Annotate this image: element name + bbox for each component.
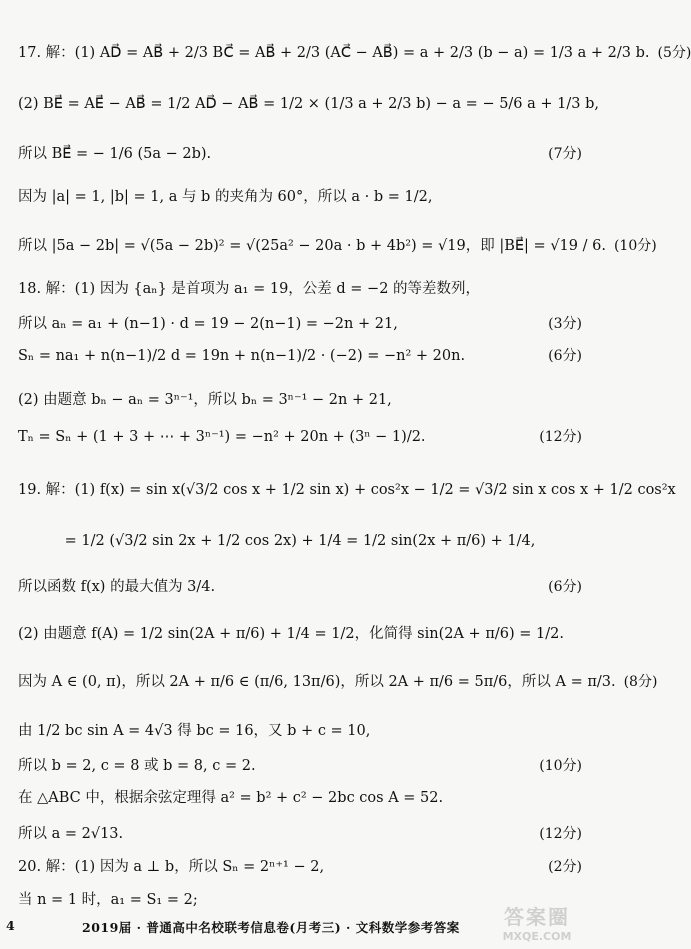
solution-line bbox=[18, 723, 582, 740]
solution-text: (2) 由题意 bₙ − aₙ = 3ⁿ⁻¹，所以 bₙ = 3ⁿ⁻¹ − 2n + 21, bbox=[18, 392, 392, 408]
watermark-text: 答案圈 bbox=[504, 905, 570, 929]
footer-title: 2019届 · 普通高中名校联考信息卷(月考三) · 文科数学参考答案 bbox=[82, 920, 460, 935]
solution-line bbox=[18, 429, 582, 446]
solution-line bbox=[18, 482, 676, 499]
watermark-url: MXQE.COM bbox=[502, 930, 572, 943]
solution-text: 所以函数 f(x) 的最大值为 3/4. bbox=[18, 579, 216, 595]
solution-text: 因为 A ∈ (0, π)，所以 2A + π/6 ∈ (π/6, 13π/6)，所以 2A + π/6 = 5π/6，所以 A = π/3. bbox=[18, 674, 616, 690]
solution-text: (2) 由题意 f(A) = 1/2 sin(2A + π/6) + 1/4 = 1/2，化简得 sin(2A + π/6) = 1/2. bbox=[18, 626, 564, 642]
solution-line bbox=[18, 146, 582, 163]
solution-text: 所以 BE⃗ = − 1/6 (5a − 2b). bbox=[18, 146, 212, 162]
solution-text: 18. 解：(1) 因为 {aₙ} 是首项为 a₁ = 19，公差 d = −2 的等差数列， bbox=[18, 281, 481, 297]
solution-line bbox=[18, 859, 582, 876]
solution-text: 所以 b = 2, c = 8 或 b = 8, c = 2. bbox=[18, 758, 256, 774]
watermark-logo bbox=[482, 900, 592, 944]
solution-text: 当 n = 1 时，a₁ = S₁ = 2; bbox=[18, 892, 198, 908]
solution-line bbox=[18, 579, 582, 596]
solution-line bbox=[18, 392, 582, 409]
score-mark: (12分) bbox=[539, 429, 582, 446]
solution-text: Tₙ = Sₙ + (1 + 3 + ⋯ + 3ⁿ⁻¹) = −n² + 20n + (3ⁿ − 1)/2. bbox=[18, 429, 426, 445]
solution-line bbox=[18, 826, 582, 843]
solution-text: 所以 |5a − 2b| = √(5a − 2b)² = √(25a² − 20a · b + 4b²) = √19，即 |BE⃗| = √19 / 6. bbox=[18, 238, 606, 254]
solution-text: 19. 解：(1) f(x) = sin x(√3/2 cos x + 1/2 sin x) + cos²x − 1/2 = √3/2 sin x cos x + 1/2 cos²x bbox=[18, 482, 676, 498]
solution-line bbox=[18, 758, 582, 775]
score-mark: (6分) bbox=[548, 348, 582, 365]
solution-text: = 1/2 (√3/2 sin 2x + 1/2 cos 2x) + 1/4 = 1/2 sin(2x + π/6) + 1/4, bbox=[64, 533, 536, 549]
solution-line bbox=[18, 96, 599, 113]
score-mark: (12分) bbox=[539, 826, 582, 843]
score-mark: (8分) bbox=[623, 674, 658, 691]
solution-line bbox=[18, 348, 582, 365]
solution-text: 17. 解：(1) AD⃗ = AB⃗ + 2/3 BC⃗ = AB⃗ + 2/3 (AC⃗ − AB⃗) = a + 2/3 (b − a) = 1/3 a + 2/3 b. bbox=[18, 45, 650, 61]
score-mark: (7分) bbox=[548, 146, 582, 163]
solution-text: 20. 解：(1) 因为 a ⊥ b，所以 Sₙ = 2ⁿ⁺¹ − 2, bbox=[18, 859, 325, 875]
score-mark: (3分) bbox=[548, 316, 582, 333]
score-mark: (6分) bbox=[548, 579, 582, 596]
solution-text: 在 △ABC 中，根据余弦定理得 a² = b² + c² − 2bc cos A = 52. bbox=[18, 790, 444, 806]
solution-line bbox=[18, 281, 582, 298]
solution-text: (2) BE⃗ = AE⃗ − AB⃗ = 1/2 AD⃗ − AB⃗ = 1/2 × (1/3 a + 2/3 b) − a = − 5/6 a + 1/3 b, bbox=[18, 96, 599, 112]
solution-line bbox=[18, 533, 582, 550]
solution-text: 因为 |a| = 1, |b| = 1, a 与 b 的夹角为 60°，所以 a · b = 1/2, bbox=[18, 189, 433, 205]
solution-line bbox=[18, 189, 582, 206]
solution-text: 由 1/2 bc sin A = 4√3 得 bc = 16，又 b + c = 10, bbox=[18, 723, 371, 739]
solution-text: Sₙ = na₁ + n(n−1)/2 d = 19n + n(n−1)/2 · (−2) = −n² + 20n. bbox=[18, 348, 466, 364]
solution-line bbox=[18, 674, 658, 691]
solution-line bbox=[18, 790, 582, 807]
page-number: 4 bbox=[6, 918, 15, 933]
solution-text: 所以 aₙ = a₁ + (n−1) · d = 19 − 2(n−1) = −2n + 21, bbox=[18, 316, 398, 332]
score-mark: (10分) bbox=[613, 238, 657, 255]
solution-text: 所以 a = 2√13. bbox=[18, 826, 124, 842]
score-mark: (5分) bbox=[657, 45, 691, 62]
score-mark: (2分) bbox=[548, 859, 582, 876]
score-mark: (10分) bbox=[539, 758, 582, 775]
solution-line bbox=[18, 238, 657, 255]
solution-line bbox=[18, 316, 582, 333]
solution-line bbox=[18, 626, 582, 643]
solution-line bbox=[18, 45, 691, 62]
